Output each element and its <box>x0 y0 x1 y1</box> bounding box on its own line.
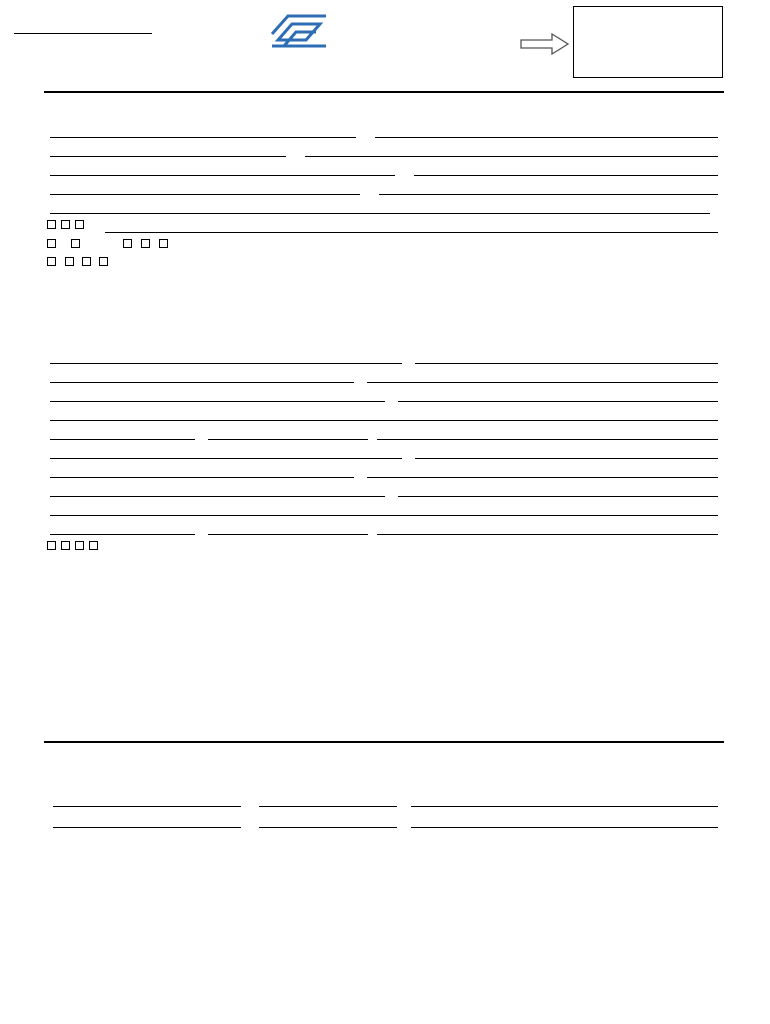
p1-work-address-input[interactable] <box>50 408 718 421</box>
p1-phones-row <box>45 422 722 440</box>
eth-native-checkbox[interactable] <box>123 239 132 248</box>
club-row <box>45 270 722 288</box>
resides-other-input[interactable] <box>105 220 718 233</box>
p2-name-input[interactable] <box>50 446 402 459</box>
child-name-row <box>45 120 722 138</box>
p1-name-input[interactable] <box>50 351 402 364</box>
school-input[interactable] <box>50 163 395 176</box>
p1-work-phone-input[interactable] <box>377 427 718 440</box>
p2-work-address-input[interactable] <box>50 503 718 516</box>
p1-email-input[interactable] <box>415 351 718 364</box>
grade-input[interactable] <box>414 163 718 176</box>
p2-name-row <box>45 441 722 459</box>
gender-row <box>45 234 722 252</box>
hear-input[interactable] <box>50 201 710 214</box>
eth-hawaiian-checkbox[interactable] <box>65 257 74 266</box>
eth-caucasian-checkbox[interactable] <box>47 257 56 266</box>
eth-hispanic-checkbox[interactable] <box>82 257 91 266</box>
auth-parent2-phone-input[interactable] <box>411 815 718 828</box>
family-setting-row <box>45 308 722 326</box>
auth-parent2-rel-input[interactable] <box>259 815 397 828</box>
p1-city-input[interactable] <box>367 370 718 383</box>
eth-black-checkbox[interactable] <box>159 239 168 248</box>
p1-address-input[interactable] <box>50 370 354 383</box>
eth-multi-checkbox[interactable] <box>99 257 108 266</box>
marital-divorced-checkbox[interactable] <box>75 541 84 550</box>
gender-female-checkbox[interactable] <box>71 239 80 248</box>
childs-name-field <box>10 20 152 34</box>
household-row <box>45 289 722 307</box>
p2-address-row <box>45 460 722 478</box>
child-name-input[interactable] <box>50 125 356 138</box>
dob-row <box>45 177 722 195</box>
age-input[interactable] <box>379 182 718 195</box>
p1-cell-phone-input[interactable] <box>208 427 368 440</box>
ethnicity-row2 <box>45 252 722 270</box>
p1-employer-row <box>45 384 722 402</box>
auth-parent2-row <box>45 810 722 828</box>
resides-both-checkbox[interactable] <box>47 220 56 229</box>
auth-parent1-row <box>45 789 722 807</box>
p1-name-row <box>45 346 722 364</box>
marital-row <box>45 536 722 554</box>
marital-married-checkbox[interactable] <box>61 541 70 550</box>
resides-father-checkbox[interactable] <box>75 220 84 229</box>
auth-parent1-input[interactable] <box>53 794 241 807</box>
p2-city-input[interactable] <box>367 465 718 478</box>
child-address-row <box>45 139 722 157</box>
p2-employer-row <box>45 479 722 497</box>
marital-single-checkbox[interactable] <box>47 541 56 550</box>
auth-parent1-rel-input[interactable] <box>259 794 397 807</box>
home-phone-input[interactable] <box>375 125 718 138</box>
p2-email-input[interactable] <box>415 446 718 459</box>
p2-employer-input[interactable] <box>50 484 385 497</box>
arrow-icon <box>520 32 570 60</box>
p1-address-row <box>45 365 722 383</box>
p2-job-input[interactable] <box>398 484 718 497</box>
child-city-input[interactable] <box>305 144 718 157</box>
p2-cell-phone-input[interactable] <box>208 522 368 535</box>
auth-parent1-phone-input[interactable] <box>411 794 718 807</box>
marital-separated-checkbox[interactable] <box>89 541 98 550</box>
resides-row <box>45 215 722 233</box>
gender-male-checkbox[interactable] <box>47 239 56 248</box>
resides-mother-checkbox[interactable] <box>61 220 70 229</box>
p2-phones-row <box>45 517 722 535</box>
org-logo <box>268 8 330 54</box>
p1-work-address-row <box>45 403 722 421</box>
club-logo-icon <box>268 8 330 50</box>
child-address-input[interactable] <box>50 144 286 157</box>
p1-home-phone-input[interactable] <box>50 427 195 440</box>
p2-home-phone-input[interactable] <box>50 522 195 535</box>
start-date-box[interactable] <box>573 6 723 78</box>
school-row <box>45 158 722 176</box>
eth-asian-checkbox[interactable] <box>141 239 150 248</box>
p2-work-phone-input[interactable] <box>377 522 718 535</box>
dob-input[interactable] <box>50 182 360 195</box>
title-rule <box>44 91 724 93</box>
hear-row <box>45 196 714 214</box>
auth-parent2-input[interactable] <box>53 815 241 828</box>
p2-address-input[interactable] <box>50 465 354 478</box>
authorized-rule <box>44 741 724 743</box>
p1-job-input[interactable] <box>398 389 718 402</box>
p1-employer-input[interactable] <box>50 389 385 402</box>
p2-work-address-row <box>45 498 722 516</box>
childs-name-input[interactable] <box>14 20 152 34</box>
